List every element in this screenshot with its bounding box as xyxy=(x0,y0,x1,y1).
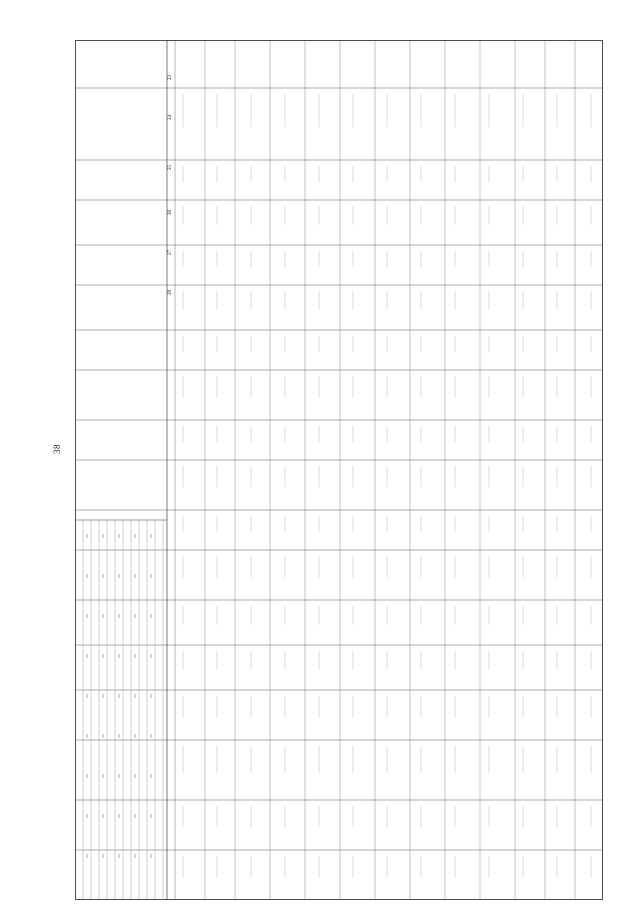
table-grid xyxy=(75,40,603,900)
table-border xyxy=(76,41,603,900)
column-number: 27 xyxy=(168,250,173,255)
page-number: 38 xyxy=(52,444,62,454)
column-number: 25 xyxy=(168,165,173,170)
column-number: 24 xyxy=(168,115,173,120)
column-number: 23 xyxy=(168,75,173,80)
column-number: 26 xyxy=(168,210,173,215)
column-number: 28 xyxy=(168,290,173,295)
program-table xyxy=(75,40,603,900)
